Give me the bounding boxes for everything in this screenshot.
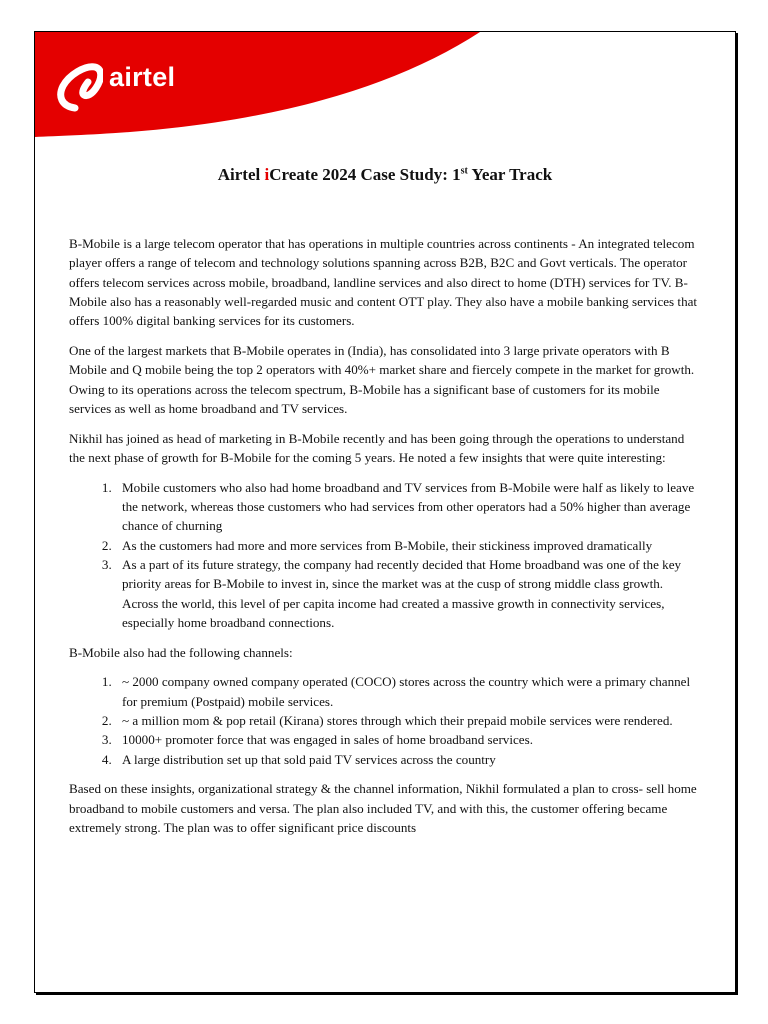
document-page	[34, 31, 736, 993]
airtel-logo-text: airtel	[109, 62, 176, 92]
title-main: Create 2024 Case Study: 1	[269, 165, 461, 184]
title-superscript: st	[460, 165, 468, 177]
title-prefix: Airtel	[217, 165, 265, 184]
plan-paragraph: Based on these insights, organizational strategy & the channel information, Nikhil formulated a plan to cross- sell home broadband to mobile customers and versa. The plan also included TV, and with this, the customer offering became extremely strong. The plan was to offer significant price discounts	[69, 781, 697, 836]
list-item: 4. A large distribution set up that sold paid TV services across the country	[115, 750, 701, 769]
title-accent-letter: i	[264, 165, 270, 184]
document-body	[69, 234, 701, 848]
header-banner	[35, 32, 735, 142]
list-item: 1. ~ 2000 company owned company operated (COCO) stores across the country which were a primary channel for premium (Postpaid) mobile services.	[115, 672, 701, 711]
channels-list	[69, 672, 701, 768]
list-item: 3. As a part of its future strategy, the company had recently decided that Home broadband was one of the key priority areas for B-Mobile to invest in, since the market was at the cusp of strong middle class growth. Across the world, this level of per capita income had created a massive growth in connectivity services, especially home broadband connections.	[115, 555, 701, 632]
channels-intro-paragraph: B-Mobile also had the following channels:	[69, 644, 293, 660]
list-item: 2. As the customers had more and more services from B-Mobile, their stickiness improved dramatically	[115, 536, 701, 555]
insights-list	[69, 478, 701, 632]
market-paragraph: One of the largest markets that B-Mobile operates in (India), has consolidated into 3 large private operators with B Mobile and Q mobile being the top 2 operators with 40%+ market share and fiercely compete in the market for growth. Owing to its operations across the telecom spectrum, B-Mobile has a significant base of customers for its mobile services as well as home broadband and TV services.	[69, 342, 695, 416]
insights-intro-paragraph: Nikhil has joined as head of marketing in B-Mobile recently and has been going through the operations to understand the next phase of growth for B-Mobile for the coming 5 years. He noted a few insights that were quite interesting:	[69, 430, 685, 465]
intro-paragraph: B-Mobile is a large telecom operator that has operations in multiple countries across continents - An integrated telecom player offers a range of telecom and technology solutions spanning across B2B, B2C and Govt verticals. The operator offers telecom services across mobile, broadband, landline services and also direct to home (DTH) services for TV. B-Mobile also has a reasonably well-regarded music and content OTT play. They also have a mobile banking services that offers 100% digital banking services for its customers.	[69, 236, 698, 329]
document-title	[35, 165, 735, 185]
list-item: 1. Mobile customers who also had home broadband and TV services from B-Mobile were half as likely to leave the network, whereas those customers who had services from other operators had a 50% higher than average chance of churning	[115, 478, 701, 536]
title-suffix: Year Track	[467, 165, 553, 184]
list-item: 2. ~ a million mom & pop retail (Kirana) stores through which their prepaid mobile services were rendered.	[115, 711, 701, 730]
airtel-logo-icon	[57, 56, 103, 114]
list-item: 3. 10000+ promoter force that was engaged in sales of home broadband services.	[115, 730, 701, 749]
